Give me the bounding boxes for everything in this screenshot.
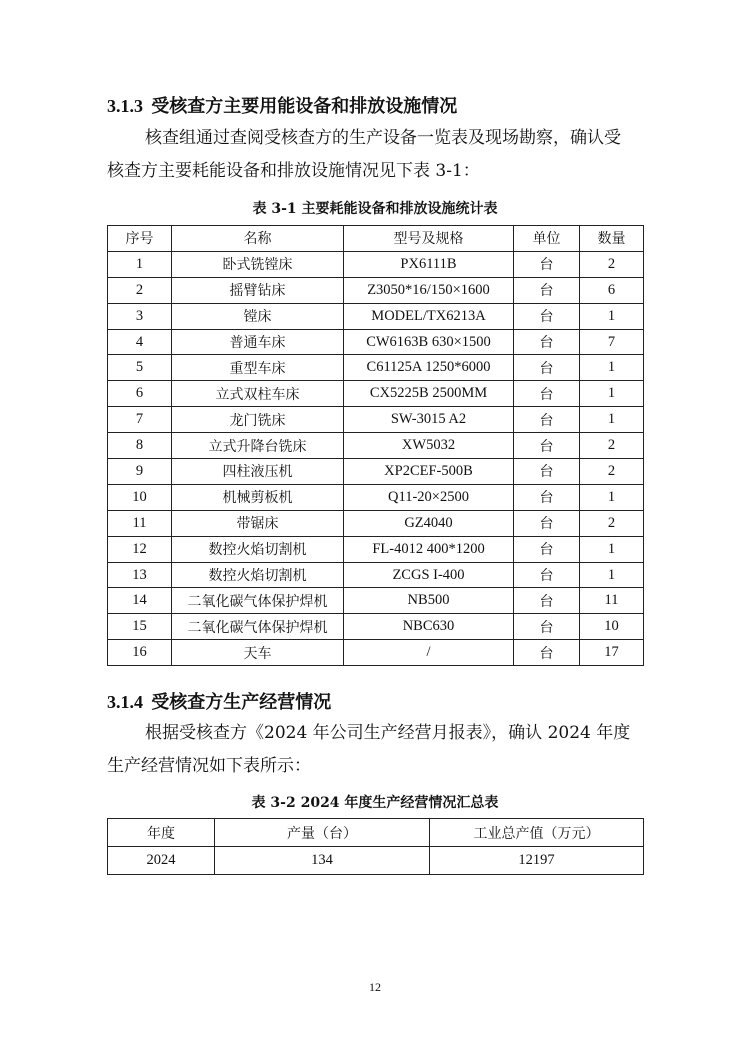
- table-cell: 龙门铣床: [172, 407, 344, 433]
- table-cell: 1: [580, 303, 644, 329]
- table-cell: 带锯床: [172, 510, 344, 536]
- table-cell: XP2CEF-500B: [344, 459, 514, 485]
- table-cell: CX5225B 2500MM: [344, 381, 514, 407]
- table-cell: 台: [514, 562, 580, 588]
- paragraph-line: 核查方主要耗能设备和排放设施情况见下表 3-1：: [107, 161, 480, 181]
- table-cell: 数控火焰切割机: [172, 536, 344, 562]
- table-cell: 台: [514, 536, 580, 562]
- table-cell: 11: [580, 588, 644, 614]
- table-cell: 重型车床: [172, 355, 344, 381]
- paragraph-line: 核查组通过查阅受核查方的生产设备一览表及现场勘察，确认受: [145, 128, 621, 148]
- table-row: [108, 640, 644, 666]
- section-number: 3.1.3: [107, 96, 143, 116]
- table-cell: 数控火焰切割机: [172, 562, 344, 588]
- table-cell: 二氧化碳气体保护焊机: [172, 614, 344, 640]
- table-cell: Q11-20×2500: [344, 484, 514, 510]
- section-paragraph: [107, 717, 647, 783]
- table-row: [108, 588, 644, 614]
- table-cell: 13: [108, 562, 172, 588]
- table-cell: 3: [108, 303, 172, 329]
- table-cell: 2: [580, 459, 644, 485]
- table-cell: 2024: [108, 847, 215, 875]
- table-cell: 台: [514, 251, 580, 277]
- table-row: [108, 847, 644, 875]
- table-cell: 台: [514, 588, 580, 614]
- section-title: 受核查方主要用能设备和排放设施情况: [151, 96, 458, 117]
- table-cell: 台: [514, 484, 580, 510]
- table-row: [108, 407, 644, 433]
- section-number: 3.1.4: [107, 692, 143, 712]
- table-cell: 2: [580, 433, 644, 459]
- table-cell: 台: [514, 510, 580, 536]
- table-cell: 台: [514, 640, 580, 666]
- table-cell: 5: [108, 355, 172, 381]
- table-cell: 134: [215, 847, 430, 875]
- table-row: [108, 510, 644, 536]
- table-cell: 四柱液压机: [172, 459, 344, 485]
- table-cell: CW6163B 630×1500: [344, 329, 514, 355]
- table-cell: 8: [108, 433, 172, 459]
- table-cell: 12: [108, 536, 172, 562]
- header-cell: 型号及规格: [344, 226, 514, 252]
- header-cell: 年度: [108, 819, 215, 847]
- section-heading-3-1-4: [107, 688, 331, 714]
- table-cell: PX6111B: [344, 251, 514, 277]
- table-cell: C61125A 1250*6000: [344, 355, 514, 381]
- table-cell: MODEL/TX6213A: [344, 303, 514, 329]
- table-cell: 1: [580, 407, 644, 433]
- table-cell: XW5032: [344, 433, 514, 459]
- table-cell: 台: [514, 459, 580, 485]
- production-table: [107, 818, 644, 875]
- table-row: [108, 433, 644, 459]
- table-cell: 台: [514, 614, 580, 640]
- table-cell: 台: [514, 381, 580, 407]
- table-cell: 卧式铣镗床: [172, 251, 344, 277]
- table-cell: 15: [108, 614, 172, 640]
- table-cell: NB500: [344, 588, 514, 614]
- table-cell: 2: [108, 277, 172, 303]
- header-cell: 数量: [580, 226, 644, 252]
- table-cell: 12197: [430, 847, 644, 875]
- table-cell: 台: [514, 355, 580, 381]
- paragraph-line: 生产经营情况如下表所示：: [107, 756, 311, 776]
- paragraph-line: 根据受核查方《2024 年公司生产经营月报表》，确认 2024 年度: [145, 723, 631, 743]
- table-cell: 7: [108, 407, 172, 433]
- table-cell: 1: [108, 251, 172, 277]
- section-title: 受核查方生产经营情况: [151, 692, 332, 713]
- table-cell: 9: [108, 459, 172, 485]
- table-cell: 立式升降台铣床: [172, 433, 344, 459]
- table-header-row: [108, 226, 644, 252]
- table-cell: 台: [514, 329, 580, 355]
- table-cell: 4: [108, 329, 172, 355]
- table-row: [108, 329, 644, 355]
- table-cell: GZ4040: [344, 510, 514, 536]
- page-number: 12: [369, 980, 381, 994]
- table-cell: 镗床: [172, 303, 344, 329]
- header-cell: 工业总产值（万元）: [430, 819, 644, 847]
- header-cell: 单位: [514, 226, 580, 252]
- table-cell: 摇臂钻床: [172, 277, 344, 303]
- table-cell: 立式双柱车床: [172, 381, 344, 407]
- table-cell: ZCGS I-400: [344, 562, 514, 588]
- table-cell: 台: [514, 433, 580, 459]
- table-cell: 普通车床: [172, 329, 344, 355]
- table-cell: 机械剪板机: [172, 484, 344, 510]
- table-row: [108, 536, 644, 562]
- table-cell: 1: [580, 562, 644, 588]
- equipment-table: [107, 225, 644, 666]
- table-cell: 11: [108, 510, 172, 536]
- table-cell: 台: [514, 303, 580, 329]
- table-cell: /: [344, 640, 514, 666]
- table-header-row: [108, 819, 644, 847]
- table-cell: 14: [108, 588, 172, 614]
- table-cell: 天车: [172, 640, 344, 666]
- table-cell: 台: [514, 407, 580, 433]
- table-row: [108, 251, 644, 277]
- table-cell: 2: [580, 251, 644, 277]
- table-cell: 1: [580, 536, 644, 562]
- table-row: [108, 614, 644, 640]
- header-cell: 产量（台）: [215, 819, 430, 847]
- table-cell: SW-3015 A2: [344, 407, 514, 433]
- table-cell: 7: [580, 329, 644, 355]
- table-cell: Z3050*16/150×1600: [344, 277, 514, 303]
- table-row: [108, 484, 644, 510]
- table-cell: 10: [108, 484, 172, 510]
- table-cell: 6: [580, 277, 644, 303]
- section-heading-3-1-3: [107, 92, 457, 118]
- table-row: [108, 381, 644, 407]
- table-cell: 6: [108, 381, 172, 407]
- table-cell: 台: [514, 277, 580, 303]
- table-row: [108, 459, 644, 485]
- table-cell: 1: [580, 355, 644, 381]
- section-paragraph: [107, 122, 647, 188]
- table-cell: 16: [108, 640, 172, 666]
- table-row: [108, 303, 644, 329]
- table-cell: 17: [580, 640, 644, 666]
- table-cell: 10: [580, 614, 644, 640]
- table-row: [108, 562, 644, 588]
- table-cell: FL-4012 400*1200: [344, 536, 514, 562]
- table-row: [108, 277, 644, 303]
- table-row: [108, 355, 644, 381]
- header-cell: 序号: [108, 226, 172, 252]
- table-cell: 1: [580, 484, 644, 510]
- table-cell: 1: [580, 381, 644, 407]
- header-cell: 名称: [172, 226, 344, 252]
- table-cell: 二氧化碳气体保护焊机: [172, 588, 344, 614]
- table-caption: 表 3-2 2024 年度生产经营情况汇总表: [251, 795, 499, 811]
- table-cell: NBC630: [344, 614, 514, 640]
- table-caption: 表 3-1 主要耗能设备和排放设施统计表: [252, 201, 498, 217]
- table-cell: 2: [580, 510, 644, 536]
